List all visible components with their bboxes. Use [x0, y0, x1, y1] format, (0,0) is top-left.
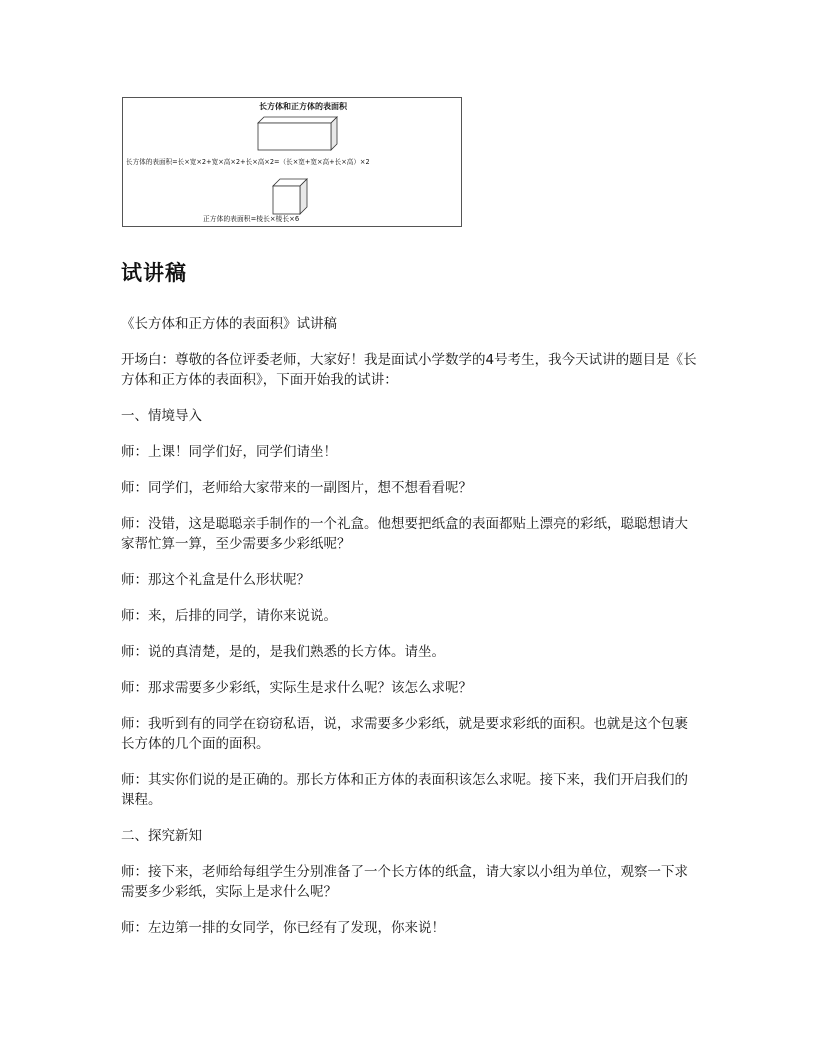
paragraph: 师：同学们，老师给大家带来的一副图片，想不想看看呢？	[121, 480, 472, 496]
paragraph: 师：左边第一排的女同学，你已经有了发现，你来说！	[121, 920, 445, 936]
paragraph: 师：没错，这是聪聪亲手制作的一个礼盒。他想要把纸盒的表面都贴上漂亮的彩纸，聪聪想请大家帮忙算一算，至少需要多少彩纸呢？	[121, 516, 688, 552]
formula-figure-canvas	[123, 98, 462, 227]
paragraph: 师：其实你们说的是正确的。那长方体和正方体的表面积该怎么求呢。接下来，我们开启我们的课程。	[121, 772, 688, 808]
document-body	[121, 314, 701, 954]
cube-formula: 正方体的表面积=棱长×棱长×6	[203, 215, 300, 223]
paragraph-opening: 开场白：尊敬的各位评委老师，大家好！我是面试小学数学的4号考生，我今天试讲的题目是《长方体和正方体的表面积》，下面开始我的试讲：	[121, 352, 697, 388]
cuboid-drawing	[258, 117, 337, 150]
formula-figure	[122, 97, 462, 227]
paragraph: 师：那求需要多少彩纸，实际生是求什么呢？该怎么求呢？	[121, 680, 472, 696]
cuboid-formula: 长方体的表面积=长×宽×2+宽×高×2+长×高×2=（长×宽+宽×高+长×高）×2	[126, 158, 370, 166]
figure-title: 长方体和正方体的表面积	[259, 102, 347, 111]
cube-drawing	[273, 179, 307, 214]
page-title: 试讲稿	[121, 261, 187, 285]
paragraph: 师：那这个礼盒是什么形状呢？	[121, 572, 310, 588]
section-heading: 二、探究新知	[121, 828, 202, 844]
section-heading: 一、情境导入	[121, 408, 202, 424]
paragraph-title: 《长方体和正方体的表面积》试讲稿	[121, 316, 337, 332]
paragraph: 师：上课！同学们好，同学们请坐！	[121, 444, 337, 460]
paragraph: 师：说的真清楚，是的，是我们熟悉的长方体。请坐。	[121, 644, 445, 660]
paragraph: 师：接下来，老师给每组学生分别准备了一个长方体的纸盒，请大家以小组为单位，观察一下求需要多少彩纸，实际上是求什么呢？	[121, 864, 688, 900]
paragraph: 师：我听到有的同学在窃窃私语，说，求需要多少彩纸，就是要求彩纸的面积。也就是这个包裹长方体的几个面的面积。	[121, 716, 688, 752]
paragraph: 师：来，后排的同学，请你来说说。	[121, 608, 337, 624]
